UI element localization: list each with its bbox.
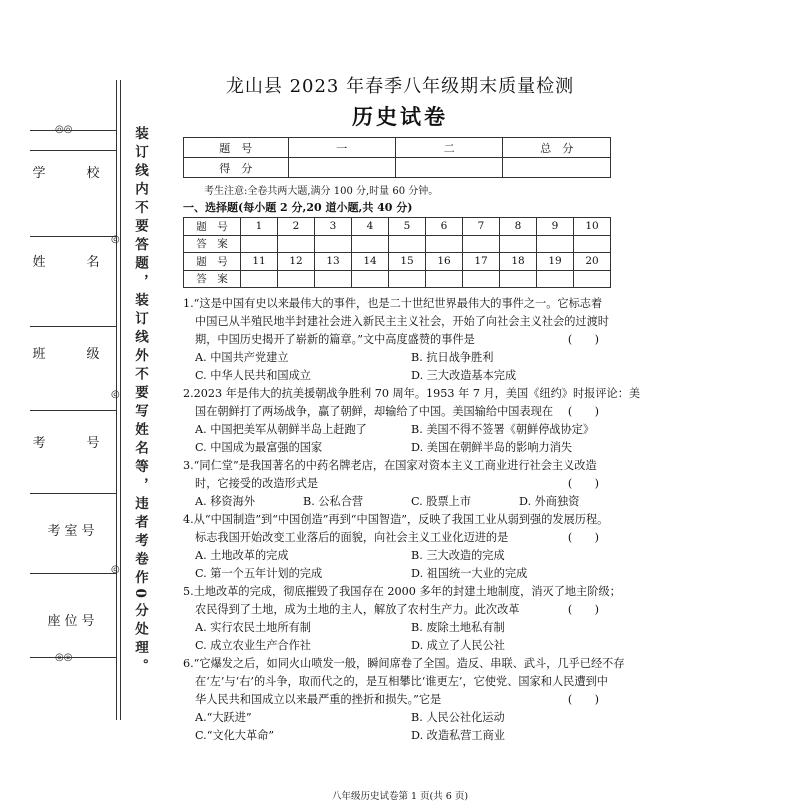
answer-cell[interactable] (426, 235, 463, 253)
question-number-cell: 17 (463, 253, 500, 271)
options-row (183, 637, 615, 655)
question-text: 在‘左’与‘右’的斗争，取而代之的，是互相攀比‘谁更左’，它使党、国家和人民遭到中 (195, 675, 608, 688)
question-text-line (183, 601, 615, 619)
exam-number-label: 考 号 (32, 436, 114, 451)
question-text-line (183, 457, 615, 475)
answer-cell[interactable] (241, 235, 278, 253)
option-C: C. 股票上市 (411, 495, 472, 508)
question-text: 1.“这是中国有史以来最伟大的事件，也是二十世纪世界最伟大的事件之一。它标志着 (183, 297, 603, 310)
answer-cell[interactable] (278, 270, 315, 288)
option-B: B. 公私合营 (303, 495, 364, 508)
answer-cell[interactable] (315, 235, 352, 253)
question-number-cell: 18 (500, 253, 537, 271)
option-B: B. 三大改造的完成 (411, 549, 505, 562)
seat-number-label: 座位号 (47, 614, 99, 629)
option-D: D. 三大改造基本完成 (411, 369, 517, 382)
divider (30, 410, 116, 411)
options-row (183, 439, 615, 457)
question-text: 6.“它爆发之后，如同火山喷发一般，瞬间席卷了全国。造反、串联、武斗，几乎已经不存 (183, 657, 625, 670)
option-D: D. 改造私营工商业 (411, 729, 505, 742)
answer-row-label: 答 案 (184, 270, 241, 288)
option-B: B. 美国不得不签署《朝鲜停战协定》 (411, 423, 595, 436)
divider (30, 573, 116, 574)
answer-cell[interactable] (426, 270, 463, 288)
answer-cell[interactable] (241, 270, 278, 288)
question-number-cell: 15 (389, 253, 426, 271)
options-row (183, 565, 615, 583)
option-A: A. 移资海外 (195, 495, 255, 508)
option-B: B. 废除土地私有制 (411, 621, 505, 634)
option-D: D. 美国在朝鲜半岛的影响力消失 (411, 441, 573, 454)
answer-bracket[interactable]: ( ) (567, 333, 599, 346)
option-A: A. 中国把美军从朝鲜半岛上赶跑了 (195, 423, 367, 436)
school-label: 学 校 (32, 166, 114, 181)
question-text: 标志我国开始改变工业落后的面貌，向社会主义工业化迈进的是 (195, 531, 509, 544)
answer-cell[interactable] (315, 270, 352, 288)
score-table (183, 137, 611, 178)
answer-cell[interactable] (389, 270, 426, 288)
options-row (183, 349, 615, 367)
question-number-cell: 3 (315, 218, 352, 236)
question-text-line (183, 403, 615, 421)
options-row (183, 619, 615, 637)
option-D: D. 祖国统一大业的完成 (411, 567, 528, 580)
score-cell[interactable] (503, 158, 611, 178)
option-C: C. 中华人民共和国成立 (195, 369, 311, 382)
question-number-cell: 10 (574, 218, 611, 236)
question-text: 5.土地改革的完成，彻底摧毁了我国存在 2000 多年的封建土地制度，消灭了地主阶级； (183, 585, 621, 598)
option-A: A. 实行农民土地所有制 (195, 621, 311, 634)
question-6 (183, 655, 625, 745)
answer-cell[interactable] (500, 235, 537, 253)
question-text-line (183, 295, 615, 313)
question-text-line (183, 655, 625, 673)
option-D: D. 成立了人民公社 (411, 639, 505, 652)
binding-ring-icon: ◎ (111, 234, 120, 245)
option-A: A.“大跃进” (195, 711, 252, 724)
binding-line (116, 80, 117, 720)
question-number-cell: 20 (574, 253, 611, 271)
question-number-cell: 19 (537, 253, 574, 271)
option-D: D. 外商独资 (519, 495, 580, 508)
school-title: 龙山县 2023 年春季八年级期末质量检测 (225, 76, 575, 97)
divider (30, 657, 116, 658)
option-B: B. 抗日战争胜利 (411, 351, 494, 364)
binding-warning-text: 装订线内不要答题，装订线外不要写姓名等，违者考卷作0分处理。 (132, 126, 148, 677)
option-C: C. 中国成为最富强的国家 (195, 441, 323, 454)
answer-bracket[interactable]: ( ) (567, 531, 599, 544)
question-text-line (183, 583, 621, 601)
answer-cell[interactable] (463, 270, 500, 288)
question-text: 2.2023 年是伟大的抗美援朝战争胜利 70 周年。1953 年 7 月，美国《纽约》时报评论：美 (183, 387, 641, 400)
divider (30, 236, 116, 237)
answer-cell[interactable] (389, 235, 426, 253)
question-number-cell: 12 (278, 253, 315, 271)
question-text: 华人民共和国成立以来最严重的挫折和损失。”它是 (195, 693, 442, 706)
section-title: 一、选择题(每小题 2 分,20 道小题,共 40 分) (183, 201, 413, 214)
question-number-label: 题 号 (184, 218, 241, 236)
score-header-cell: 一 (288, 138, 395, 158)
answer-cell[interactable] (352, 235, 389, 253)
question-3 (183, 457, 615, 511)
answer-row-label: 答 案 (184, 235, 241, 253)
binding-ring-icon: ◎ (111, 389, 120, 400)
question-number-label: 题 号 (184, 253, 241, 271)
question-text: 国在朝鲜打了两场战争，赢了朝鲜，却输给了中国。美国输给中国表现在 (195, 405, 554, 418)
question-text-line (183, 691, 615, 709)
answer-bracket[interactable]: ( ) (567, 693, 599, 706)
divider (30, 130, 116, 131)
question-5 (183, 583, 621, 655)
question-number-cell: 16 (426, 253, 463, 271)
question-text: 中国已从半殖民地半封建社会进入新民主主义社会，开始了向社会主义社会的过渡时 (195, 315, 609, 328)
question-2 (183, 385, 641, 457)
options-row (183, 367, 615, 385)
option-A: A. 中国共产党建立 (195, 351, 289, 364)
options-row (183, 421, 615, 439)
answer-cell[interactable] (574, 270, 611, 288)
option-C: C.“文化大革命” (195, 729, 275, 742)
page-footer: 八年级历史试卷第 1 页(共 6 页) (331, 791, 469, 802)
option-C: C. 成立农业生产合作社 (195, 639, 311, 652)
question-text: 3.“同仁堂”是我国著名的中药名牌老店，在国家对资本主义工商业进行社会主义改造 (183, 459, 597, 472)
paper-title: 历史试卷 (352, 104, 448, 129)
divider (30, 326, 116, 327)
question-text-line (183, 313, 615, 331)
question-text: 4.从“中国制造”到“中国创造”再到“中国智造”，反映了我国工业从弱到强的发展历程。 (183, 513, 609, 526)
exam-note: 考生注意:全卷共两大题,满分 100 分,时量 60 分钟。 (204, 186, 439, 197)
answer-cell[interactable] (537, 235, 574, 253)
question-text-line (183, 385, 641, 403)
question-list (183, 295, 641, 745)
question-text-line (183, 475, 615, 493)
answer-cell[interactable] (537, 270, 574, 288)
question-number-cell: 13 (315, 253, 352, 271)
option-B: B. 人民公社化运动 (411, 711, 505, 724)
options-row (183, 493, 615, 511)
question-number-cell: 5 (389, 218, 426, 236)
option-A: A. 土地改革的完成 (195, 549, 289, 562)
class-label: 班 级 (32, 347, 114, 362)
question-number-cell: 9 (537, 218, 574, 236)
answer-cell[interactable] (278, 235, 315, 253)
question-number-cell: 4 (352, 218, 389, 236)
question-1 (183, 295, 615, 385)
divider (30, 493, 116, 494)
binding-ring-icon: ◎ (111, 564, 120, 575)
score-label-cell: 得 分 (184, 158, 289, 178)
question-number-cell: 8 (500, 218, 537, 236)
answer-cell[interactable] (463, 235, 500, 253)
divider (30, 150, 116, 151)
question-4 (183, 511, 615, 583)
exam-room-label: 考室号 (47, 524, 99, 539)
question-text-line (183, 529, 615, 547)
score-header-cell: 二 (395, 138, 502, 158)
question-number-cell: 6 (426, 218, 463, 236)
question-number-cell: 1 (241, 218, 278, 236)
options-row (183, 547, 615, 565)
question-number-cell: 11 (241, 253, 278, 271)
answer-cell[interactable] (574, 235, 611, 253)
answer-table (183, 217, 611, 288)
question-number-cell: 7 (463, 218, 500, 236)
question-number-cell: 14 (352, 253, 389, 271)
option-C: C. 第一个五年计划的完成 (195, 567, 323, 580)
answer-cell[interactable] (352, 270, 389, 288)
binding-ring-icon: ◎◎ (55, 652, 73, 663)
question-text: 时，它接受的改造形式是 (195, 477, 319, 490)
name-label: 姓 名 (32, 255, 114, 270)
question-text: 农民得到了土地，成为土地的主人，解放了农村生产力。此次改革 (195, 603, 520, 616)
score-cell[interactable] (395, 158, 502, 178)
question-text-line (183, 331, 615, 349)
score-header-cell: 题 号 (184, 138, 289, 158)
question-text: 期，中国历史揭开了崭新的篇章。”文中高度盛赞的事件是 (195, 333, 475, 346)
binding-line-inner (120, 80, 121, 720)
options-row (183, 727, 615, 745)
binding-ring-icon: ◎◎ (55, 124, 73, 135)
answer-bracket[interactable]: ( ) (567, 405, 599, 418)
question-text-line (183, 511, 615, 529)
score-header-cell: 总 分 (503, 138, 611, 158)
answer-cell[interactable] (500, 270, 537, 288)
question-text-line (183, 673, 615, 691)
options-row (183, 709, 615, 727)
score-cell[interactable] (288, 158, 395, 178)
answer-bracket[interactable]: ( ) (567, 477, 599, 490)
answer-bracket[interactable]: ( ) (567, 603, 599, 616)
question-number-cell: 2 (278, 218, 315, 236)
